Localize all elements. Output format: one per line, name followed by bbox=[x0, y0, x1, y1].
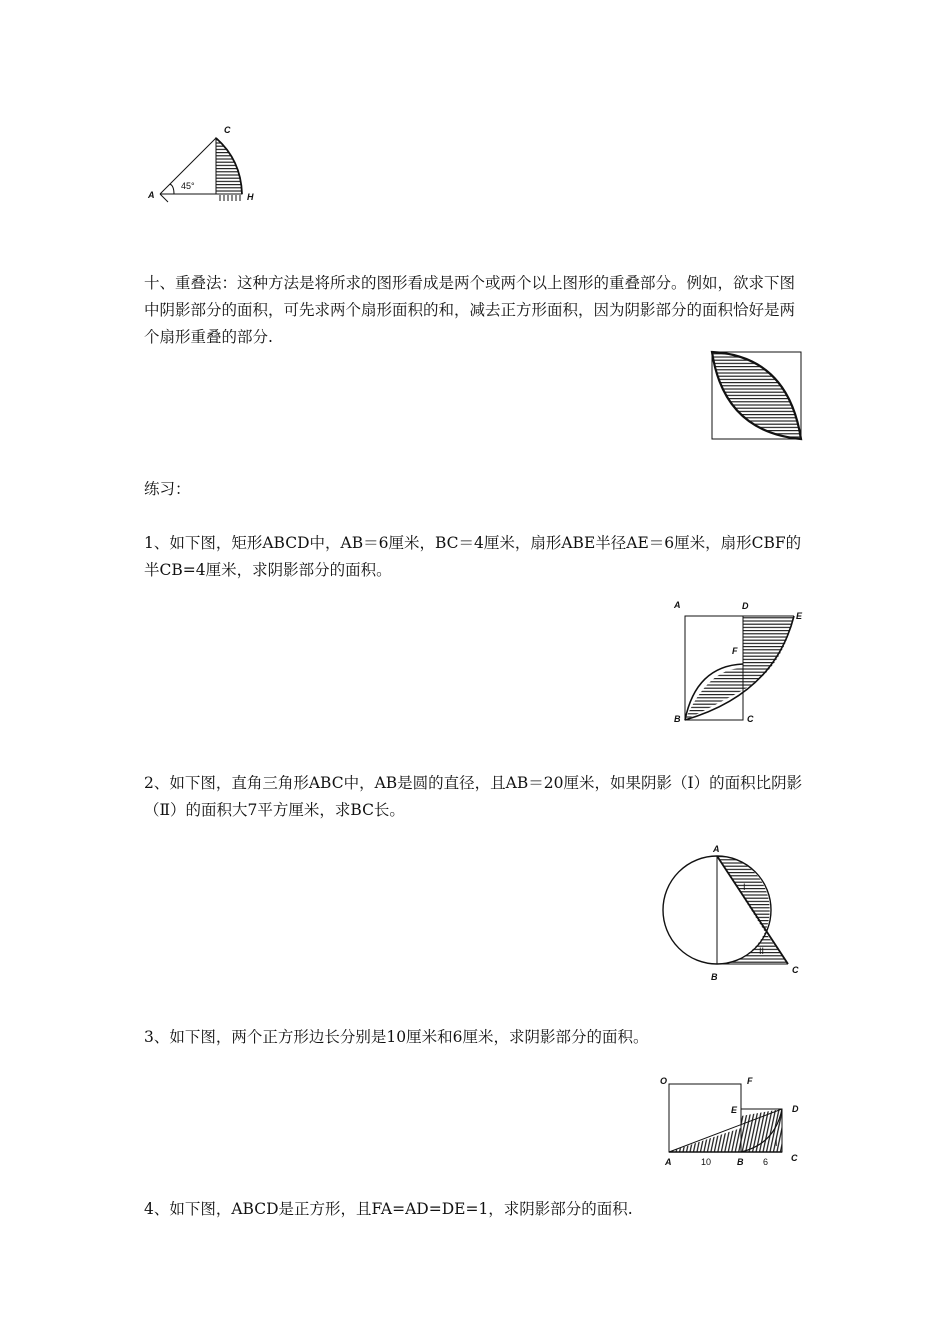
label-a: A bbox=[674, 600, 681, 610]
overlap-method-text: 十、重叠法：这种方法是将所求的图形看成是两个或两个以上图形的重叠部分。例如，欲求下图中阴影部分的面积，可先求两个扇形面积的和，减去正方形面积，因为阴影部分的面积恰好是两个扇形重叠的部分. bbox=[144, 274, 796, 346]
label-o: O bbox=[660, 1076, 668, 1086]
overlap-square-figure bbox=[710, 350, 805, 442]
practice-heading: 练习： bbox=[144, 480, 191, 498]
q1-shaded-top bbox=[743, 616, 794, 690]
length-ab: 10 bbox=[701, 1157, 712, 1167]
label-f: F bbox=[747, 1076, 753, 1086]
label-b: B bbox=[711, 972, 718, 982]
sector-angle-arc bbox=[170, 184, 174, 194]
label-c: C bbox=[791, 1153, 798, 1163]
label-h: H bbox=[247, 192, 254, 202]
length-bc: 6 bbox=[763, 1157, 769, 1167]
question-1-figure bbox=[670, 598, 810, 728]
question-1-text: 1、如下图，矩形ABCD中，AB＝6厘米，BC＝4厘米，扇形ABE半径AE＝6厘米，扇形CBF的半CB=4厘米，求阴影部分的面积。 bbox=[144, 534, 802, 579]
question-4-text: 4、如下图，ABCD是正方形，且FA=AD=DE=1，求阴影部分的面积. bbox=[144, 1200, 633, 1218]
question-3-text: 3、如下图，两个正方形边长分别是10厘米和6厘米，求阴影部分的面积。 bbox=[144, 1028, 649, 1046]
sector-shaded-region bbox=[216, 138, 242, 194]
label-c: C bbox=[792, 965, 799, 975]
region-label: I bbox=[775, 1138, 778, 1148]
label-b: B bbox=[737, 1157, 744, 1167]
angle-label: 45° bbox=[181, 181, 195, 191]
label-a: A bbox=[148, 190, 155, 200]
label-d: D bbox=[792, 1104, 799, 1114]
label-e: E bbox=[731, 1105, 738, 1115]
sector-hatch-below bbox=[220, 195, 240, 201]
sector-figure bbox=[140, 120, 270, 210]
region-2-label: II bbox=[759, 946, 765, 956]
question-3-figure bbox=[655, 1068, 805, 1168]
label-f: F bbox=[732, 646, 738, 656]
label-b: B bbox=[674, 714, 681, 724]
question-2-figure bbox=[655, 840, 805, 990]
region-1-label: I bbox=[743, 882, 746, 892]
label-d: D bbox=[742, 601, 749, 611]
label-a: A bbox=[665, 1157, 672, 1167]
label-e: E bbox=[796, 611, 803, 621]
sector-tick bbox=[160, 194, 168, 202]
label-a: A bbox=[713, 844, 720, 854]
label-c: C bbox=[224, 125, 231, 135]
question-2-text: 2、如下图，直角三角形ABC中，AB是圆的直径，且AB＝20厘米，如果阴影（Ⅰ）的面积比阴影（Ⅱ）的面积大7平方厘米，求BC长。 bbox=[144, 774, 803, 819]
label-c: C bbox=[747, 714, 754, 724]
